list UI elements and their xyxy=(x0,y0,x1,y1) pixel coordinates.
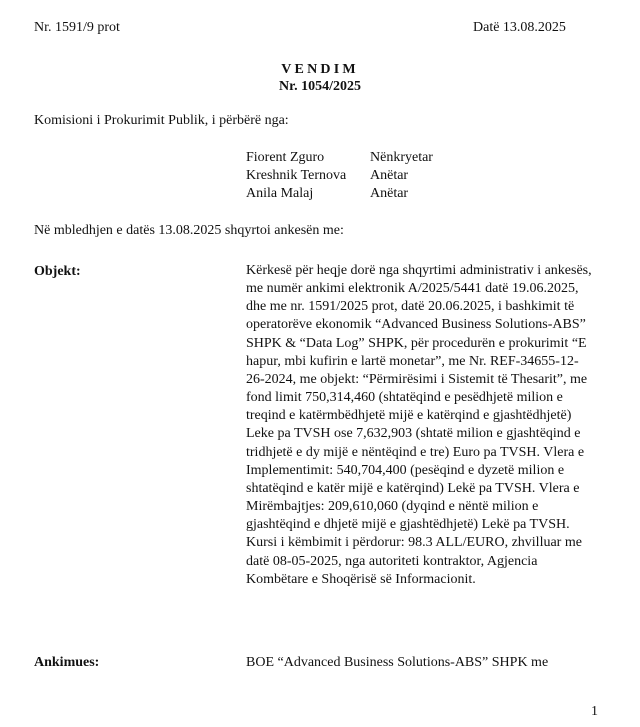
object-line: datë 08-05-2025, nga autoriteti kontraktor, Agjencia xyxy=(246,553,538,569)
object-line: hapur, mbi kufirin e lartë monetar”, me Nr. REF-34655-12- xyxy=(246,353,579,369)
member-name: Kreshnik Ternova xyxy=(246,168,347,183)
member-role: Anëtar xyxy=(370,168,409,183)
member-role: Anëtar xyxy=(370,186,409,201)
object-line: fond limit 750,314,460 (shtatëqind e pesëdhjetë milion e xyxy=(246,390,563,406)
object-description xyxy=(246,262,602,589)
appellant-label: Ankimues: xyxy=(34,655,100,670)
object-label: Objekt: xyxy=(34,264,81,279)
object-line: SHPK & “Data Log” SHPK, për procedurën e prokurimit “E xyxy=(246,335,587,351)
decision-title: VENDIM xyxy=(281,62,359,77)
object-line: Kombëtare e Shoqërisë së Informacionit. xyxy=(246,571,476,587)
object-line: Kursi i këmbimit i përdorur: 98.3 ALL/EURO, zhvilluar me xyxy=(246,535,582,551)
intro-text: Komisioni i Prokurimit Publik, i përbërë nga: xyxy=(34,113,289,128)
object-line: operatorëve ekonomik “Advanced Business Solutions-ABS” xyxy=(246,317,586,333)
object-line: 26-2024, me objekt: “Përmirësimi i Sistemit të Thesarit”, me xyxy=(246,371,588,387)
object-line: me numër ankimi elektronik A/2025/5441 datë 19.06.2025, xyxy=(246,281,579,297)
member-role: Nënkryetar xyxy=(370,150,433,165)
object-line: Mirëmbajtjes: 209,610,060 (dyqind e nëntë milion e xyxy=(246,499,539,515)
member-name: Anila Malaj xyxy=(246,186,314,201)
member-name: Fiorent Zguro xyxy=(246,150,325,165)
meeting-text: Në mbledhjen e datës 13.08.2025 shqyrtoi ankesën me: xyxy=(34,223,344,238)
appellant-text: BOE “Advanced Business Solutions-ABS” SHPK me xyxy=(246,655,549,670)
object-line: Implementimit: 540,704,400 (pesëqind e dyzetë milion e xyxy=(246,462,565,478)
object-line: shtatëqind e katër mijë e katërqind) Lekë pa TVSH. Vlera e xyxy=(246,480,580,496)
document-date: Datë 13.08.2025 xyxy=(473,20,566,35)
decision-number: Nr. 1054/2025 xyxy=(279,79,361,94)
object-line: Kërkesë për heqje dorë nga shqyrtimi administrativ i ankesës, xyxy=(246,263,592,278)
object-line: dhe me nr. 1591/2025 prot, datë 20.06.2025, i bashkimit të xyxy=(246,299,575,315)
protocol-number: Nr. 1591/9 prot xyxy=(34,20,120,35)
object-line: gjashtëqind e dhjetë mijë e gjashtëdhjetë) Lekë pa TVSH. xyxy=(246,517,570,533)
object-line: Leke pa TVSH ose 7,632,903 (shtatë milion e gjashtëqind e xyxy=(246,426,581,442)
page-number: 1 xyxy=(591,704,598,719)
object-line: tridhjetë e dy mijë e nëntëqind e tre) Euro pa TVSH. Vlera e xyxy=(246,444,585,460)
object-line: treqind e katërmbëdhjetë mijë e katërqind e gjashtëdhjetë) xyxy=(246,408,572,424)
